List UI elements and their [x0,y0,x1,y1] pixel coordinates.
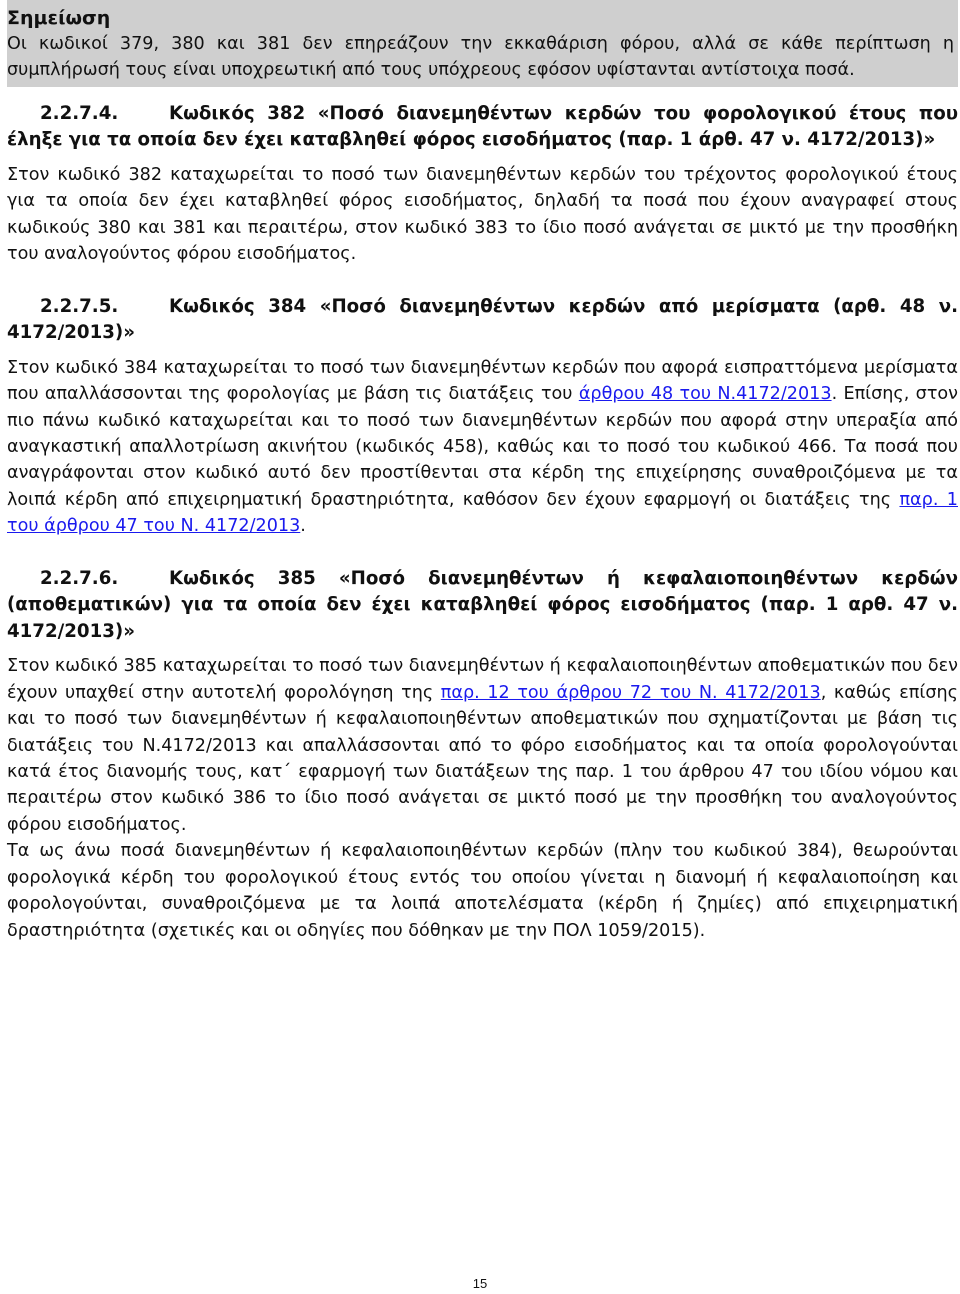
section-2275-body-part2: . Επίσης, στον πιο πάνω κωδικό καταχωρείται και το ποσό των διανεμηθέντων κερδών που αφορά στην υπεραξία από αναγκαστική απαλλοτρίωση ακινήτου (κωδικός 458), καθώς και το ποσό του κωδικού 466. Τα ποσά που αναγράφονται στον κωδικό αυτό δεν προστίθενται στα κέρδη της επιχείρησης συναθροιζόμενα με τα λοιπά κέρδη από επιχειρηματική δραστηριότητα, καθόσον δεν έχουν εφαρμογή οι διατάξεις της [7,384,959,510]
section-2276-title: Κωδικός 385 «Ποσό διανεμηθέντων ή κεφαλαιοποιηθέντων κερδών (αποθεματικών) για τα οποία δεν έχει καταβληθεί φόρος εισοδήματος (παρ. 1 αρθ. 47 ν. 4172/2013)» [7,567,958,642]
section-2276-heading [7,566,958,646]
section-2276-body1-part1: Στον κωδικό 385 καταχωρείται το ποσό των διανεμηθέντων ή κεφαλαιοποιηθέντων αποθεματικών που δεν έχουν υπαχθεί στην αυτοτελή φορολόγηση της [7,656,958,703]
note-box [7,0,958,87]
article-72-par12-link[interactable]: παρ. 12 του άρθρου 72 του Ν. 4172/2013 [440,682,821,703]
section-2276-body1-part2: , καθώς επίσης και το ποσό των διανεμηθέντων ή κεφαλαιοποιηθέντων αποθεματικών που σχηματίζονται με βάση τις διατάξεις του Ν.4172/2013 και απαλλάσσονται από το φόρο εισοδήματος και τα οποία φορολογούνται κατά έτος διανομής τους, κατ΄ εφαρμογή των διατάξεων της παρ. 1 του άρθρου 47 του ιδίου νόμου και περαιτέρω στον κωδικό 386 το ίδιο ποσό ανάγεται σε μικτό ποσό με την προσθήκη του αναλογούντος φόρου εισοδήματος. [7,682,958,835]
note-title: Σημείωση [7,7,111,29]
section-2275-number: 2.2.7.5. [40,295,119,317]
article-47-par1-link[interactable]: παρ. 1 του άρθρου 47 του Ν. 4172/2013 [7,489,958,537]
section-2274-title: Κωδικός 382 «Ποσό διανεμηθέντων κερδών του φορολογικού έτους που έληξε για τα οποία δεν έχει καταβληθεί φόρος εισοδήματος (παρ. 1 άρθ. 47 ν. 4172/2013)» [7,102,958,151]
section-2275-body [7,355,958,540]
section-2274-number: 2.2.7.4. [40,102,119,124]
section-2275-body-part3: . [300,516,306,537]
page-number: 15 [472,1276,488,1291]
section-2274-heading [7,101,958,154]
section-2275-body-part1: Στον κωδικό 384 καταχωρείται το ποσό των διανεμηθέντων κερδών που αφορά εισπραττόμενα μερίσματα που απαλλάσσονται της φορολογίας με βάση τις διατάξεις του [7,357,958,405]
note-text: Οι κωδικοί 379, 380 και 381 δεν επηρεάζουν την εκκαθάριση φόρου, αλλά σε κάθε περίπτωση η συμπλήρωσή τους είναι υποχρεωτική από τους υπόχρεους εφόσον υφίστανται αντίστοιχα ποσά. [7,34,954,81]
section-2275-title: Κωδικός 384 «Ποσό διανεμηθέντων κερδών από μερίσματα (αρθ. 48 ν. 4172/2013)» [7,295,958,344]
article-48-link[interactable]: άρθρου 48 του Ν.4172/2013 [578,384,832,405]
section-2274-body: Στον κωδικό 382 καταχωρείται το ποσό των διανεμηθέντων κερδών του τρέχοντος φορολογικού έτους για τα οποία δεν έχει καταβληθεί φόρος εισοδήματος, δηλαδή τα ποσά που έχουν αναγραφεί στους κωδικούς 380 και 381 και περαιτέρω, στον κωδικό 383 το ίδιο ποσό ανάγεται σε μικτό με την προσθήκη του αναλογούντος φόρου εισοδήματος. [7,165,958,265]
section-2275-heading [7,294,958,347]
document-page [7,0,958,944]
section-2276-body-2: Τα ως άνω ποσά διανεμηθέντων ή κεφαλαιοποιηθέντων κερδών (πλην του κωδικού 384), θεωρούνται φορολογικά κέρδη του φορολογικού έτους εντός του οποίου γίνεται η διανομή ή κεφαλαιοποίηση και φορολογούνται, συναθροιζόμενα με τα λοιπά αποτελέσματα (κέρδη ή ζημίες) από επιχειρηματική δραστηριότητα (σχετικές και οι οδηγίες που δόθηκαν με την ΠΟΛ 1059/2015). [7,841,958,941]
section-2276-body-1 [7,653,958,838]
section-2276-number: 2.2.7.6. [40,567,119,589]
